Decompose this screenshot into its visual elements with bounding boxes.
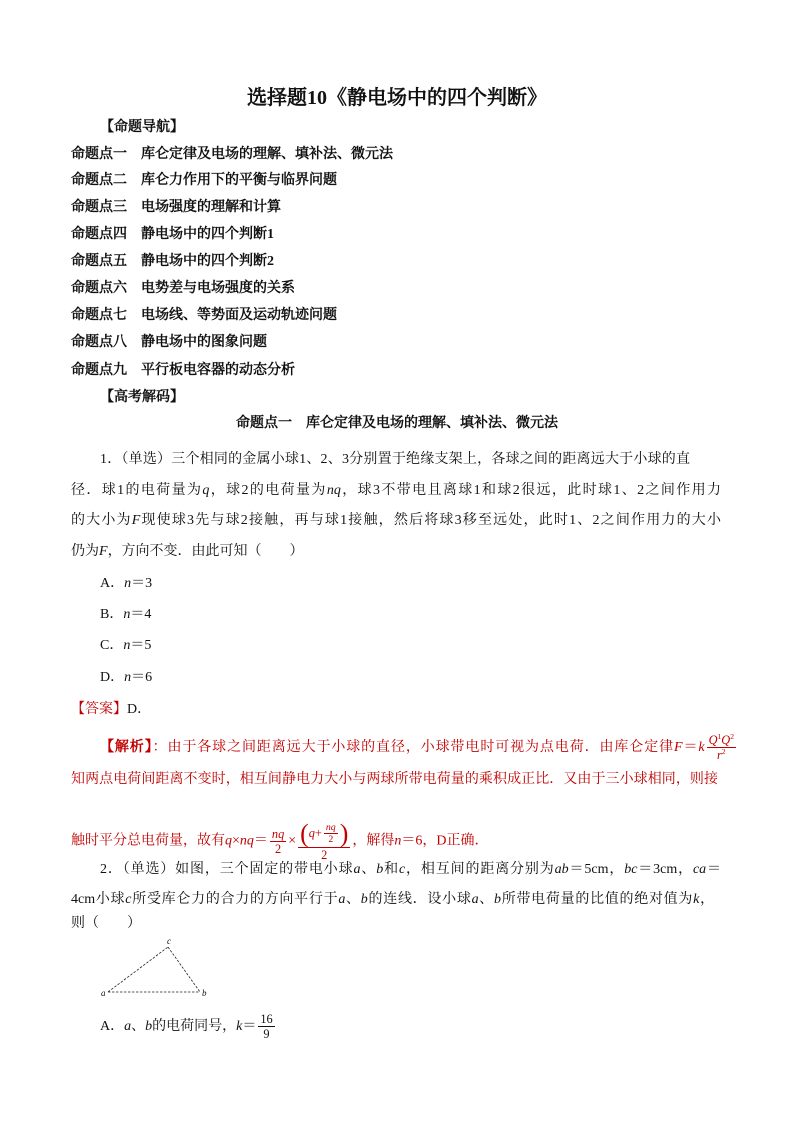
italic-variable: F <box>131 513 141 528</box>
text-run: B． <box>100 607 124 622</box>
fraction-numerator <box>270 827 286 842</box>
fraction-denominator <box>707 748 736 762</box>
italic-variable: b <box>376 862 384 877</box>
italic-variable: q <box>202 483 210 498</box>
italic-variable: F <box>99 544 108 559</box>
italic-variable: nq <box>239 833 254 849</box>
text-run: 现使球3先与球2接触，再与球1接触，然后将球3移至远处，此时1、2之间作用力的大小 <box>140 513 721 528</box>
superscript: 2 <box>721 747 726 757</box>
nav-item-4: 命题点四 静电场中的四个判断1 <box>71 227 274 242</box>
nav-item-9: 命题点九 平行板电容器的动态分析 <box>71 363 295 378</box>
text-run: 9 <box>263 1027 270 1042</box>
analysis-line-3 <box>71 821 488 862</box>
italic-variable: q <box>308 825 315 840</box>
answer-value: D． <box>127 702 152 717</box>
text-run: × <box>232 833 240 849</box>
large-parenthesis: ) <box>339 819 349 848</box>
text-run: ，方向不变．由此可知（ ） <box>107 544 304 559</box>
fraction-denominator <box>270 842 286 856</box>
italic-variable: k <box>693 892 700 907</box>
italic-variable: b <box>360 892 368 907</box>
fraction-numerator <box>324 822 338 834</box>
italic-variable: ca <box>692 862 707 877</box>
text-run: ，相互间的距离分别为 <box>405 862 555 877</box>
italic-variable: nq <box>325 822 336 834</box>
text-run: ，球2的电荷量为 <box>209 483 327 498</box>
nav-item-8: 命题点八 静电场中的图象问题 <box>71 335 267 350</box>
text-run: 16 <box>260 1012 273 1026</box>
italic-variable: Q <box>721 733 731 747</box>
italic-variable: b <box>145 1018 153 1034</box>
text-run: 的大小为 <box>71 513 132 528</box>
text-run: C． <box>100 638 124 653</box>
nav-item-3: 命题点三 电场强度的理解和计算 <box>71 200 281 215</box>
text-run: 4cm小球 <box>71 892 126 907</box>
nav-item-5: 命题点五 静电场中的四个判断2 <box>71 254 274 269</box>
text-run: 、 <box>360 862 377 877</box>
italic-variable: ab <box>554 862 569 877</box>
italic-variable: nq <box>271 826 285 841</box>
text-run: 1．（单选）三个相同的金属小球1、2、3分别置于绝缘支架上，各球之间的距离远大于小球的直 <box>100 452 690 467</box>
bold-label: 【解析】 <box>100 739 153 755</box>
fraction-denominator <box>258 1027 274 1041</box>
question-1-line-1 <box>100 450 690 470</box>
label-b: b <box>202 988 207 998</box>
large-parenthesis: ( <box>300 819 309 848</box>
text-run: ，球3不带电且离球1和球2很远，此时球1、2之间作用力 <box>340 483 722 498</box>
text-run: 仍为 <box>71 544 99 559</box>
question-1-line-4 <box>71 542 304 562</box>
analysis-line-1 <box>100 733 738 762</box>
text-run: ， <box>699 892 715 907</box>
question-2-line-3 <box>71 914 141 934</box>
text-run: 则（ ） <box>71 916 141 931</box>
text-run: ＝6，D正确． <box>401 833 489 849</box>
text-run: 径．球1的电荷量为 <box>71 483 203 498</box>
text-run: ：由于各球之间距离远大于小球的直径，小球带电时可视为点电荷．由库仑定律 <box>152 739 674 755</box>
nav-item-1: 命题点一 库仑定律及电场的理解、填补法、微元法 <box>71 147 393 162</box>
section-title: 命题点一 库仑定律及电场的理解、填补法、微元法 <box>236 416 558 431</box>
text-run: ，解得 <box>352 833 395 849</box>
page-title: 选择题10《静电场中的四个判断》 <box>247 87 547 109</box>
italic-variable: q <box>225 833 232 849</box>
italic-variable: n <box>123 638 131 653</box>
superscript: 1 <box>717 731 722 741</box>
text-run: 知两点电荷间距离不变时，相互间静电力大小与两球所带电荷量的乘积成正比．又由于三小球相同，则接 <box>71 772 718 787</box>
fraction-denominator <box>324 834 338 845</box>
question-2-line-1 <box>100 860 721 880</box>
italic-variable: c <box>125 892 132 907</box>
question-2-line-2 <box>71 890 714 910</box>
label-a: a <box>101 988 106 998</box>
fraction-numerator <box>258 1012 274 1027</box>
text-run: ＝3cm， <box>637 862 693 877</box>
italic-variable: a <box>338 892 346 907</box>
italic-variable: a <box>124 1018 132 1034</box>
fraction <box>258 1012 274 1041</box>
fraction <box>270 827 286 856</box>
side-ac <box>108 947 168 992</box>
italic-variable: n <box>124 576 132 591</box>
decode-heading: 【高考解码】 <box>100 390 184 405</box>
text-run: 、 <box>478 892 495 907</box>
text-run: 的连线．设小球 <box>367 892 472 907</box>
text-run: + <box>314 825 322 840</box>
text-run: 所受库仑力的合力的方向平行于 <box>131 892 339 907</box>
answer-line <box>71 700 151 720</box>
text-run: ＝6 <box>131 670 153 685</box>
text-run: 2 <box>321 847 328 862</box>
question-2-option-a <box>100 1012 277 1041</box>
nav-heading: 【命题导航】 <box>100 120 184 135</box>
text-run: ＝3 <box>131 576 153 591</box>
text-run: 的电荷同号， <box>152 1018 237 1034</box>
italic-variable: r <box>716 748 722 763</box>
question-1-line-2 <box>71 481 721 501</box>
italic-variable: n <box>123 607 131 622</box>
fraction <box>298 821 350 862</box>
text-run: 2 <box>274 842 282 857</box>
fraction <box>707 733 736 762</box>
text-run: A． <box>100 576 125 591</box>
italic-variable: a <box>471 892 479 907</box>
text-run: ＝ <box>682 739 699 755</box>
side-cb <box>168 947 200 992</box>
analysis-line-2 <box>71 770 718 790</box>
text-run: 、 <box>345 892 361 907</box>
text-run: ＝ <box>706 862 722 877</box>
text-run: × <box>288 833 297 849</box>
italic-variable: F <box>674 739 683 755</box>
triangle-figure <box>95 935 215 1000</box>
text-run: A． <box>100 1018 125 1034</box>
italic-variable: n <box>394 833 402 849</box>
question-1-option-d <box>100 668 152 688</box>
text-run: ＝5cm， <box>568 862 625 877</box>
text-run: ＝ <box>242 1018 257 1034</box>
question-1-line-3 <box>71 511 721 531</box>
text-run: ＝ <box>253 833 268 849</box>
italic-variable: n <box>124 670 132 685</box>
text-run: 2．（单选）如图，三个固定的带电小球 <box>100 862 354 877</box>
text-run: 触时平分总电荷量，故有 <box>71 833 225 849</box>
fraction-numerator <box>298 821 350 848</box>
italic-variable: Q <box>708 733 718 747</box>
italic-variable: k <box>236 1018 243 1034</box>
text-run: 2 <box>328 834 334 846</box>
italic-variable: c <box>398 862 406 877</box>
nav-item-6: 命题点六 电势差与电场强度的关系 <box>71 281 295 296</box>
text-run: ＝4 <box>130 607 152 622</box>
nav-item-7: 命题点七 电场线、等势面及运动轨迹问题 <box>71 308 337 323</box>
label-c: c <box>167 936 171 946</box>
text-run: 所带电荷量的比值的绝对值为 <box>501 892 694 907</box>
answer-label: 【答案】 <box>71 702 127 717</box>
text-run: 和 <box>383 862 399 877</box>
question-1-option-a <box>100 574 152 594</box>
italic-variable: k <box>698 739 705 755</box>
italic-variable: bc <box>624 862 638 877</box>
question-1-option-b <box>100 605 151 625</box>
fraction-numerator <box>707 733 736 748</box>
text-run: 、 <box>131 1018 146 1034</box>
question-1-option-c <box>100 636 151 656</box>
italic-variable: a <box>353 862 361 877</box>
text-run: D． <box>100 670 125 685</box>
text-run: ＝5 <box>130 638 152 653</box>
italic-variable: nq <box>326 483 341 498</box>
nav-item-2: 命题点二 库仑力作用下的平衡与临界问题 <box>71 173 337 188</box>
fraction <box>324 822 338 846</box>
superscript: 2 <box>730 731 735 741</box>
italic-variable: b <box>494 892 502 907</box>
